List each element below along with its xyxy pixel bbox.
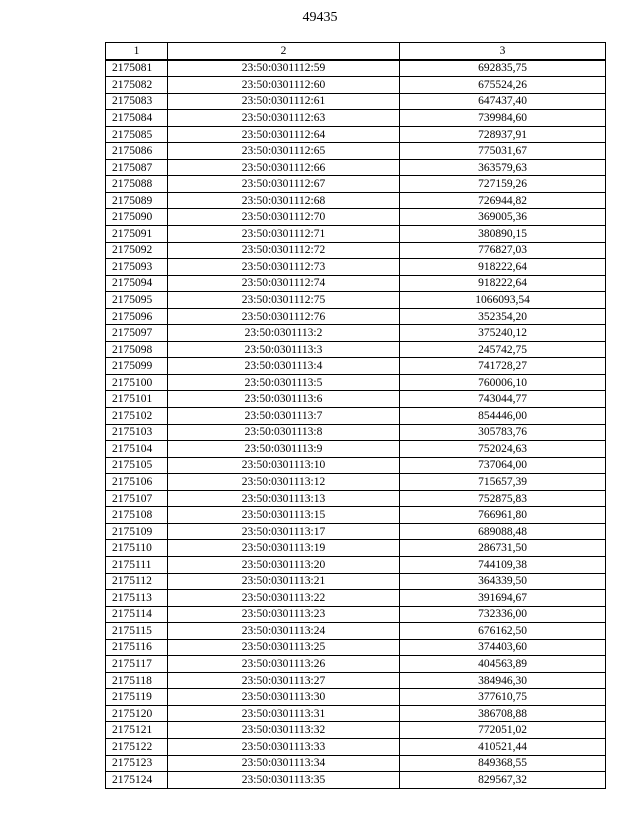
cadastral-number: 23:50:0301112:66 (168, 159, 400, 176)
cadastral-value: 675524,26 (400, 77, 606, 94)
row-number: 2175100 (106, 374, 168, 391)
table-row (106, 325, 606, 342)
column-header-1: 1 (106, 43, 168, 60)
table-row (106, 242, 606, 259)
row-number: 2175082 (106, 77, 168, 94)
cadastral-value: 752875,83 (400, 490, 606, 507)
cadastral-value: 715657,39 (400, 474, 606, 491)
cadastral-value: 741728,27 (400, 358, 606, 375)
cadastral-value: 743044,77 (400, 391, 606, 408)
cadastral-number: 23:50:0301112:60 (168, 77, 400, 94)
table-row (106, 573, 606, 590)
cadastral-number: 23:50:0301112:71 (168, 226, 400, 243)
cadastral-value: 245742,75 (400, 341, 606, 358)
cadastral-number: 23:50:0301113:26 (168, 656, 400, 673)
cadastral-number: 23:50:0301113:3 (168, 341, 400, 358)
row-number: 2175121 (106, 722, 168, 739)
cadastral-number: 23:50:0301113:20 (168, 556, 400, 573)
cadastral-number: 23:50:0301113:12 (168, 474, 400, 491)
row-number: 2175112 (106, 573, 168, 590)
row-number: 2175093 (106, 259, 168, 276)
cadastral-value: 374403,60 (400, 639, 606, 656)
row-number: 2175086 (106, 143, 168, 160)
row-number: 2175098 (106, 341, 168, 358)
cadastral-value: 737064,00 (400, 457, 606, 474)
cadastral-number: 23:50:0301112:73 (168, 259, 400, 276)
row-number: 2175097 (106, 325, 168, 342)
table-row (106, 391, 606, 408)
cadastral-value: 760006,10 (400, 374, 606, 391)
page-number: 49435 (302, 10, 338, 25)
row-number: 2175088 (106, 176, 168, 193)
cadastral-number: 23:50:0301113:34 (168, 755, 400, 772)
cadastral-number: 23:50:0301112:61 (168, 93, 400, 110)
table-row (106, 308, 606, 325)
row-number: 2175101 (106, 391, 168, 408)
row-number: 2175094 (106, 275, 168, 292)
row-number: 2175092 (106, 242, 168, 259)
row-number: 2175110 (106, 540, 168, 557)
cadastral-value: 647437,40 (400, 93, 606, 110)
table-row (106, 292, 606, 309)
table-row (106, 259, 606, 276)
table-row (106, 755, 606, 772)
cadastral-value: 692835,75 (400, 60, 606, 77)
row-number: 2175118 (106, 672, 168, 689)
row-number: 2175090 (106, 209, 168, 226)
row-number: 2175103 (106, 424, 168, 441)
cadastral-value: 391694,67 (400, 590, 606, 607)
cadastral-number: 23:50:0301113:24 (168, 623, 400, 640)
table-row (106, 523, 606, 540)
table-row (106, 772, 606, 789)
cadastral-value: 772051,02 (400, 722, 606, 739)
cadastral-number: 23:50:0301113:6 (168, 391, 400, 408)
table-row (106, 689, 606, 706)
cadastral-value: 727159,26 (400, 176, 606, 193)
cadastral-number: 23:50:0301113:30 (168, 689, 400, 706)
cadastral-number: 23:50:0301113:9 (168, 441, 400, 458)
cadastral-value: 744109,38 (400, 556, 606, 573)
row-number: 2175096 (106, 308, 168, 325)
cadastral-value: 829567,32 (400, 772, 606, 789)
cadastral-number: 23:50:0301113:15 (168, 507, 400, 524)
table-row (106, 110, 606, 127)
cadastral-value: 1066093,54 (400, 292, 606, 309)
cadastral-number: 23:50:0301112:72 (168, 242, 400, 259)
table-row (106, 556, 606, 573)
row-number: 2175084 (106, 110, 168, 127)
table-row (106, 143, 606, 160)
table-header (106, 43, 606, 60)
cadastral-number: 23:50:0301113:5 (168, 374, 400, 391)
row-number: 2175087 (106, 159, 168, 176)
table-row (106, 358, 606, 375)
table-row (106, 209, 606, 226)
row-number: 2175107 (106, 490, 168, 507)
cadastral-number: 23:50:0301113:7 (168, 408, 400, 425)
table-row (106, 474, 606, 491)
table-row (106, 738, 606, 755)
row-number: 2175122 (106, 738, 168, 755)
cadastral-value: 369005,36 (400, 209, 606, 226)
row-number: 2175102 (106, 408, 168, 425)
table-row (106, 540, 606, 557)
cadastral-value: 752024,63 (400, 441, 606, 458)
cadastral-value: 726944,82 (400, 192, 606, 209)
cadastral-value: 375240,12 (400, 325, 606, 342)
header-row (106, 43, 606, 60)
table-row (106, 606, 606, 623)
cadastral-number: 23:50:0301113:32 (168, 722, 400, 739)
cadastral-value: 739984,60 (400, 110, 606, 127)
cadastral-value: 766961,80 (400, 507, 606, 524)
cadastral-number: 23:50:0301112:67 (168, 176, 400, 193)
cadastral-number: 23:50:0301113:31 (168, 705, 400, 722)
table-row (106, 457, 606, 474)
column-header-2: 2 (168, 43, 400, 60)
cadastral-value: 728937,91 (400, 126, 606, 143)
cadastral-value: 384946,30 (400, 672, 606, 689)
cadastral-number: 23:50:0301112:65 (168, 143, 400, 160)
cadastral-value: 776827,03 (400, 242, 606, 259)
column-header-3: 3 (400, 43, 606, 60)
cadastral-value: 918222,64 (400, 275, 606, 292)
row-number: 2175111 (106, 556, 168, 573)
row-number: 2175124 (106, 772, 168, 789)
row-number: 2175119 (106, 689, 168, 706)
table-row (106, 77, 606, 94)
table-row (106, 623, 606, 640)
table-row (106, 590, 606, 607)
cadastral-value: 363579,63 (400, 159, 606, 176)
table-row (106, 672, 606, 689)
cadastral-number: 23:50:0301113:33 (168, 738, 400, 755)
row-number: 2175113 (106, 590, 168, 607)
cadastral-value: 854446,00 (400, 408, 606, 425)
table-row (106, 441, 606, 458)
cadastral-number: 23:50:0301113:27 (168, 672, 400, 689)
row-number: 2175081 (106, 60, 168, 77)
cadastral-value: 364339,50 (400, 573, 606, 590)
cadastral-value: 689088,48 (400, 523, 606, 540)
table-row (106, 341, 606, 358)
cadastral-number: 23:50:0301112:74 (168, 275, 400, 292)
cadastral-number: 23:50:0301113:25 (168, 639, 400, 656)
table-row (106, 192, 606, 209)
table-row (106, 722, 606, 739)
row-number: 2175104 (106, 441, 168, 458)
table-row (106, 639, 606, 656)
table-row (106, 275, 606, 292)
table-row (106, 226, 606, 243)
table-row (106, 60, 606, 77)
row-number: 2175115 (106, 623, 168, 640)
row-number: 2175106 (106, 474, 168, 491)
row-number: 2175099 (106, 358, 168, 375)
cadastral-value: 410521,44 (400, 738, 606, 755)
row-number: 2175109 (106, 523, 168, 540)
row-number: 2175116 (106, 639, 168, 656)
table-row (106, 93, 606, 110)
cadastral-number: 23:50:0301112:76 (168, 308, 400, 325)
row-number: 2175091 (106, 226, 168, 243)
table-row (106, 705, 606, 722)
cadastral-value: 380890,15 (400, 226, 606, 243)
cadastral-value: 386708,88 (400, 705, 606, 722)
cadastral-value: 305783,76 (400, 424, 606, 441)
table-row (106, 159, 606, 176)
table-body (106, 60, 606, 789)
cadastral-number: 23:50:0301113:19 (168, 540, 400, 557)
table-row (106, 176, 606, 193)
cadastral-value: 676162,50 (400, 623, 606, 640)
cadastral-number: 23:50:0301112:70 (168, 209, 400, 226)
row-number: 2175117 (106, 656, 168, 673)
cadastral-number: 23:50:0301113:35 (168, 772, 400, 789)
cadastral-value: 849368,55 (400, 755, 606, 772)
cadastral-value: 286731,50 (400, 540, 606, 557)
cadastral-number: 23:50:0301112:59 (168, 60, 400, 77)
table-row (106, 656, 606, 673)
table-row (106, 374, 606, 391)
cadastral-number: 23:50:0301112:75 (168, 292, 400, 309)
cadastral-number: 23:50:0301112:64 (168, 126, 400, 143)
cadastral-number: 23:50:0301113:22 (168, 590, 400, 607)
cadastral-value: 732336,00 (400, 606, 606, 623)
cadastral-number: 23:50:0301112:63 (168, 110, 400, 127)
cadastral-number: 23:50:0301113:4 (168, 358, 400, 375)
cadastral-value: 377610,75 (400, 689, 606, 706)
row-number: 2175123 (106, 755, 168, 772)
row-number: 2175085 (106, 126, 168, 143)
row-number: 2175114 (106, 606, 168, 623)
row-number: 2175089 (106, 192, 168, 209)
row-number: 2175105 (106, 457, 168, 474)
cadastral-number: 23:50:0301113:10 (168, 457, 400, 474)
cadastral-number: 23:50:0301113:23 (168, 606, 400, 623)
cadastral-number: 23:50:0301113:8 (168, 424, 400, 441)
cadastral-number: 23:50:0301113:17 (168, 523, 400, 540)
row-number: 2175095 (106, 292, 168, 309)
cadastral-value: 918222,64 (400, 259, 606, 276)
cadastral-number: 23:50:0301113:2 (168, 325, 400, 342)
cadastral-value: 404563,89 (400, 656, 606, 673)
cadastral-value-table (105, 42, 606, 789)
table-row (106, 126, 606, 143)
table-row (106, 408, 606, 425)
cadastral-number: 23:50:0301113:21 (168, 573, 400, 590)
table-row (106, 507, 606, 524)
cadastral-value: 352354,20 (400, 308, 606, 325)
row-number: 2175120 (106, 705, 168, 722)
cadastral-value: 775031,67 (400, 143, 606, 160)
cadastral-number: 23:50:0301113:13 (168, 490, 400, 507)
cadastral-number: 23:50:0301112:68 (168, 192, 400, 209)
row-number: 2175108 (106, 507, 168, 524)
table-row (106, 490, 606, 507)
row-number: 2175083 (106, 93, 168, 110)
table-row (106, 424, 606, 441)
